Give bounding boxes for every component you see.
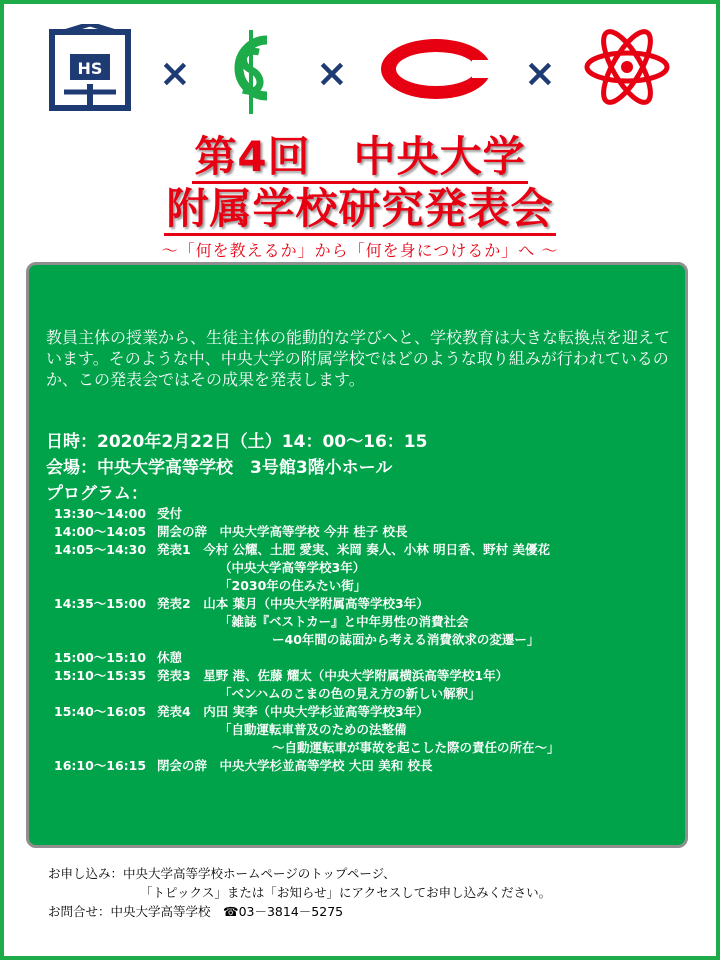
schedule-row [54, 649, 560, 667]
schedule-content: 発表3 星野 港、佐藤 耀太（中央大学附属横浜高等学校1年） [157, 668, 509, 683]
schedule-detail: 「自動運転車普及のための法整備 [219, 722, 407, 737]
schedule-detail: 「雑誌『ベストカー』と中年男性の消費社会 [219, 614, 469, 629]
event-venue: 会場：中央大学高等学校 3号館3階小ホール [46, 458, 393, 478]
schedule-row [54, 667, 560, 685]
program-schedule [54, 505, 560, 775]
schedule-content: 開会の辞 中央大学高等学校 今井 桂子 校長 [157, 524, 408, 539]
multiply-sign-2: × [316, 51, 348, 95]
schedule-row [54, 595, 560, 613]
schedule-detail: ～自動運転車が事故を起こした際の責任の所在～」 [272, 740, 560, 755]
schedule-content: 発表1 今村 公耀、土肥 愛実、米岡 奏人、小林 明日香、野村 美優花 [157, 542, 550, 557]
schedule-row [54, 703, 560, 721]
schedule-detail: ー40年間の誌面から考える消費欲求の変遷ー」 [272, 632, 540, 647]
program-label: プログラム： [46, 484, 148, 504]
c-emblem-icon [376, 34, 496, 104]
title-line-2 [4, 176, 716, 236]
schedule-content: 閉会の辞 中央大学杉並高等学校 大田 美和 校長 [157, 758, 433, 773]
multiply-sign-1: × [159, 51, 191, 95]
cs-emblem-icon [219, 26, 279, 116]
schedule-time: 16:10～16:15 [54, 758, 147, 773]
application-info-continued: 「トピックス」または「お知らせ」にアクセスしてお申し込みください。 [140, 885, 552, 900]
schedule-time: 14:35～15:00 [54, 596, 147, 611]
multiply-sign-3: × [524, 51, 556, 95]
title-line-1-text: 第4回 中央大学 [192, 132, 527, 184]
schedule-time: 14:00～14:05 [54, 524, 147, 539]
contact-info: お問合せ：中央大学高等学校 ☎03－3814－5275 [48, 904, 344, 919]
schedule-detail: （中央大学高等学校3年） [219, 560, 366, 575]
schedule-content: 発表4 内田 実李（中央大学杉並高等学校3年） [157, 704, 429, 719]
title-line-1 [4, 124, 716, 184]
schedule-time: 15:40～16:05 [54, 704, 147, 719]
schedule-detail: 「2030年の住みたい街」 [219, 578, 367, 593]
schedule-row [54, 523, 560, 541]
event-date: 日時：2020年2月22日（土）14：00～16：15 [46, 432, 428, 452]
schedule-row [54, 757, 560, 775]
schedule-detail: 「ベンハムのこまの色の見え方の新しい解釈」 [219, 686, 481, 701]
svg-text:HS: HS [77, 59, 103, 78]
schedule-time: 13:30～14:00 [54, 506, 147, 521]
content-box [26, 262, 688, 848]
schedule-row [54, 505, 560, 523]
schedule-content: 受付 [157, 506, 183, 521]
title-line-2-text: 附属学校研究発表会 [164, 184, 555, 236]
application-info: お申し込み：中央大学高等学校ホームページのトップページ、 [48, 866, 396, 881]
footer [48, 864, 551, 921]
atom-emblem-icon [582, 22, 672, 112]
schedule-content: 発表2 山本 葉月（中央大学附属高等学校3年） [157, 596, 429, 611]
intro-text: 教員主体の授業から、生徒主体の能動的な学びへと、学校教育は大きな転換点を迎えています。そのような中、中央大学の附属学校ではどのような取り組みが行われているのか、この発表会ではその成果を発表します。 [46, 328, 671, 389]
schedule-row [54, 541, 560, 559]
schedule-time: 15:10～15:35 [54, 668, 147, 683]
schedule-content: 休憩 [157, 650, 183, 665]
schedule-time: 14:05～14:30 [54, 542, 147, 557]
chuo-high-school-emblem-icon [34, 24, 146, 114]
subtitle: ～「何を教えるか」から「何を身につけるか」へ ～ [161, 241, 559, 260]
schedule-time: 15:00～15:10 [54, 650, 147, 665]
